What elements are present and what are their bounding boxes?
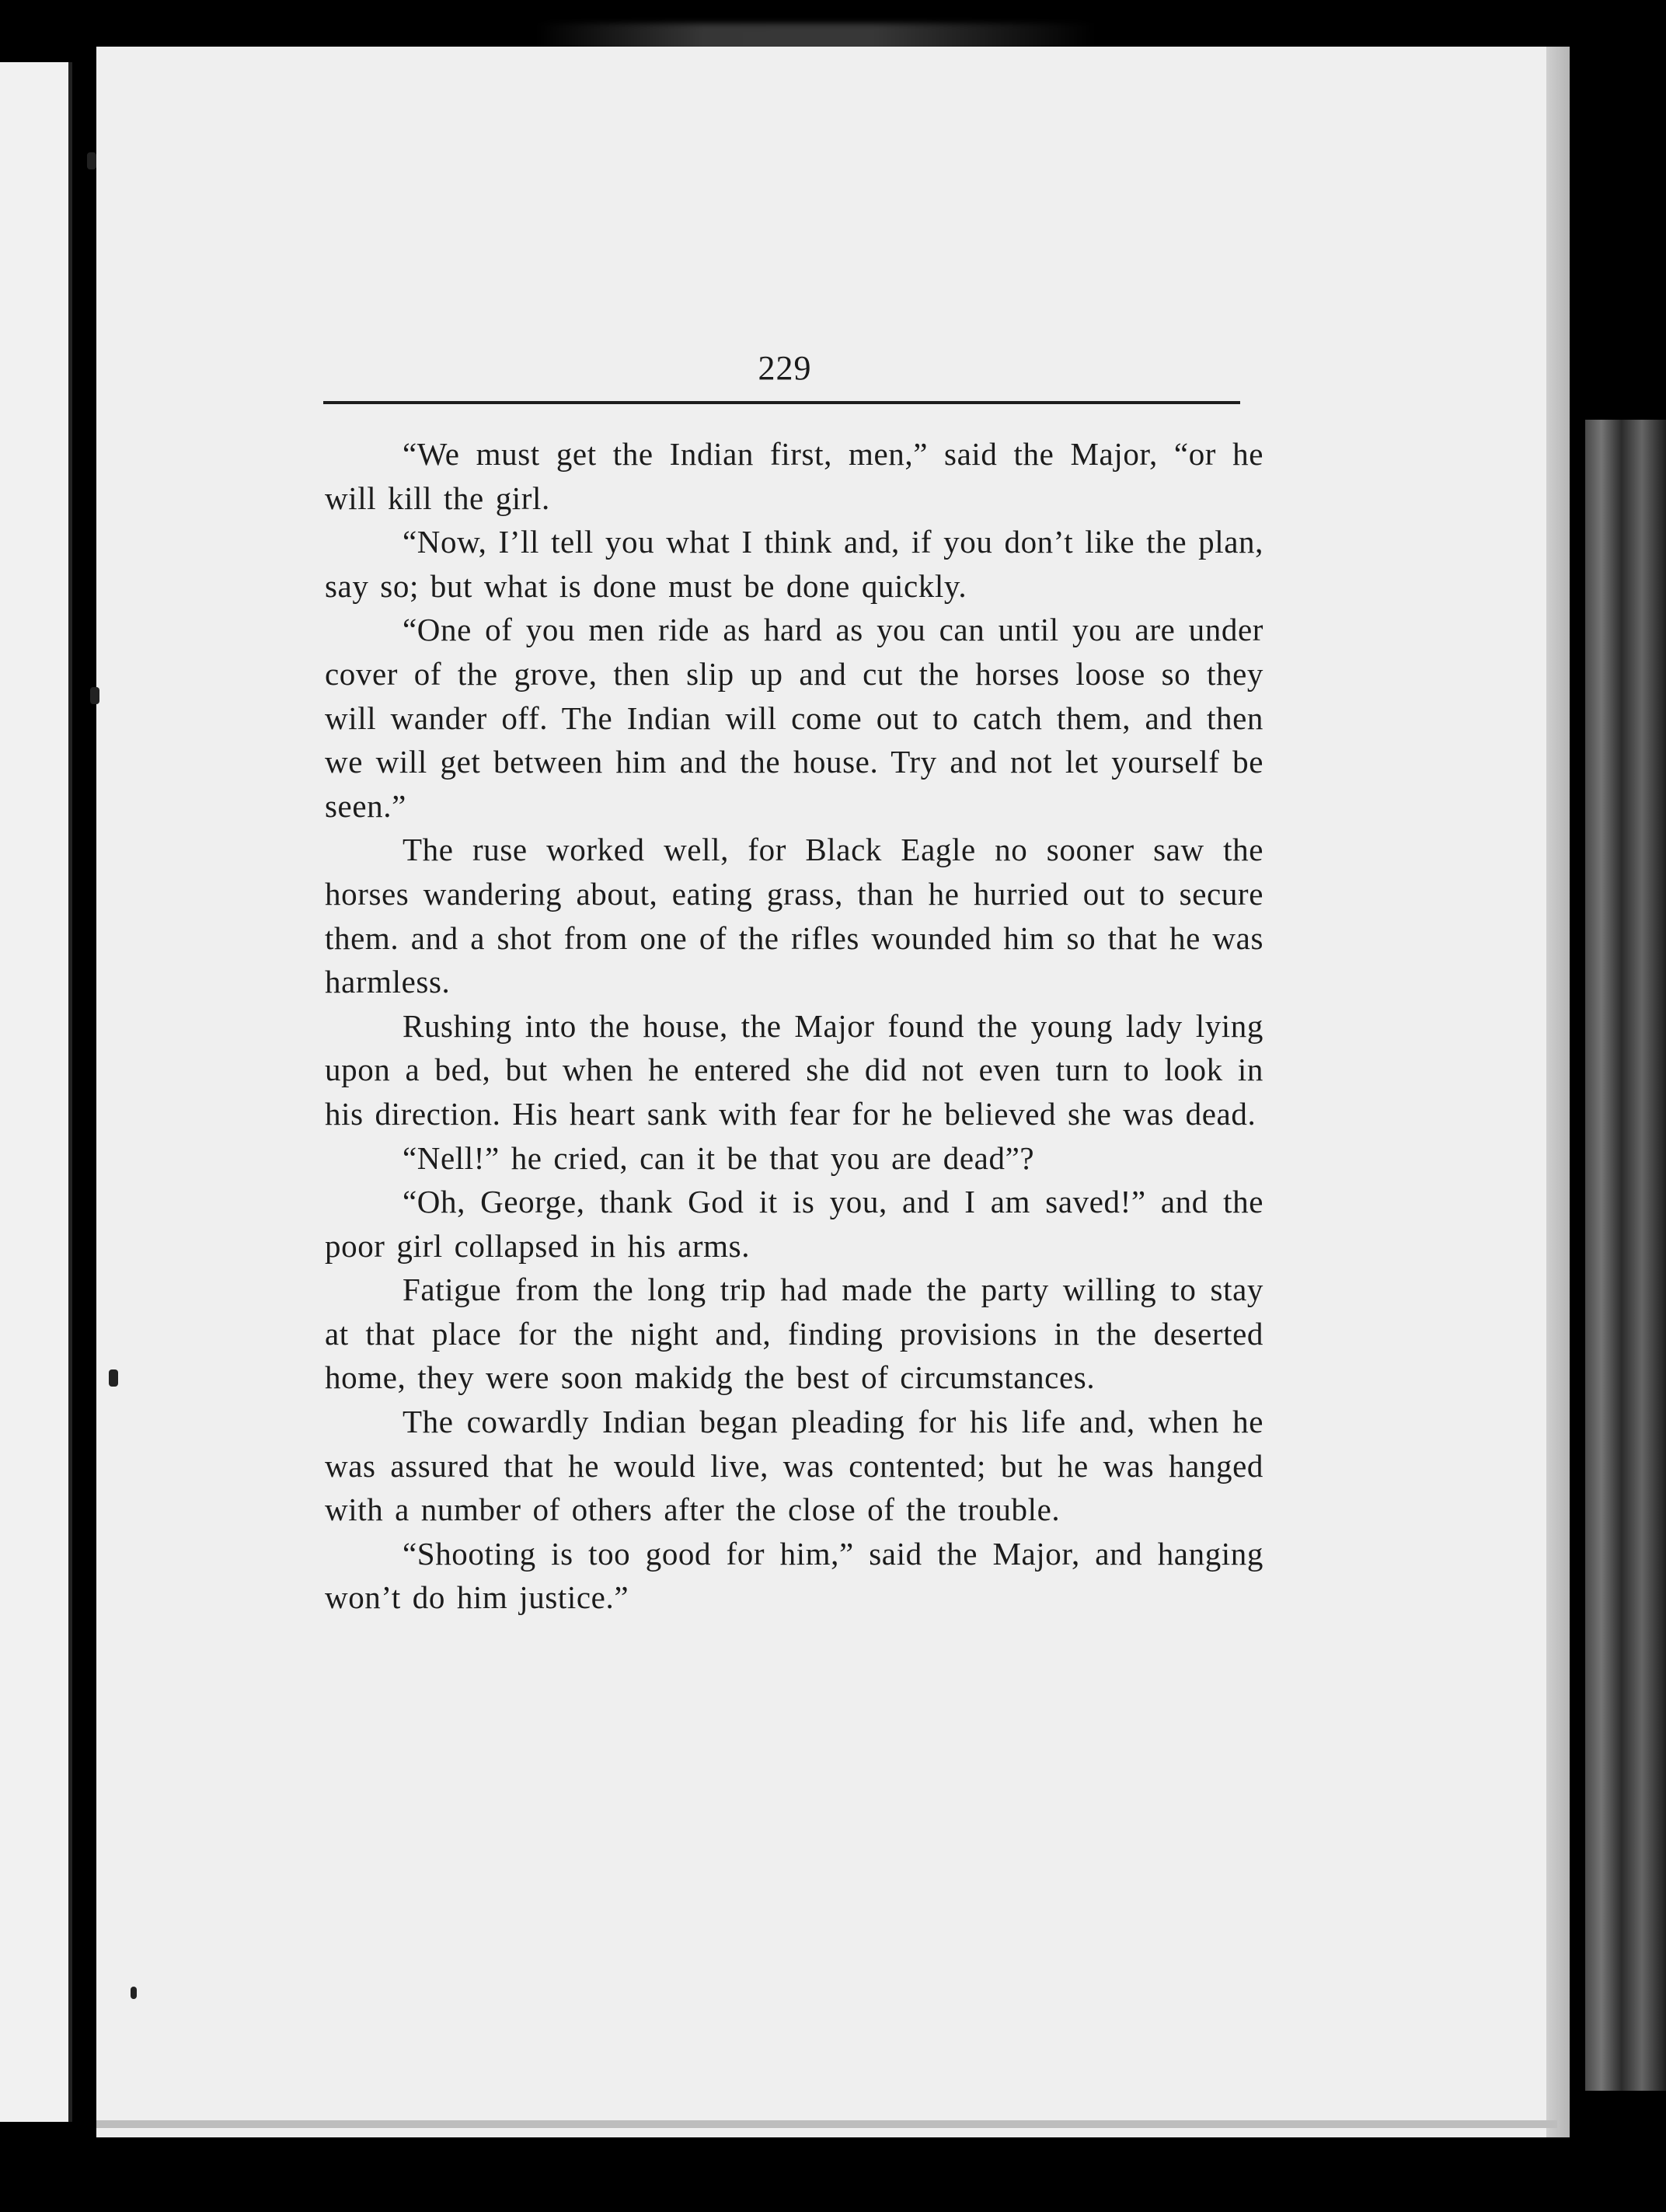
right-page-edges [1585, 420, 1666, 2091]
body-text [325, 432, 1263, 1620]
paragraph: “Oh, George, thank God it is you, and I am saved!” and the poor girl collapsed in his arms. [325, 1184, 1263, 1264]
page-bottom-edge [96, 2120, 1557, 2128]
margin-mark [90, 687, 99, 704]
paragraph: “Shooting is too good for him,” said the Major, and hanging won’t do him justice.” [325, 1535, 1263, 1616]
header-rule [323, 401, 1240, 404]
page-number: 229 [758, 349, 812, 387]
paragraph: “Now, I’ll tell you what I think and, if you don’t like the plan, say so; but what is done must be done quickly. [325, 524, 1263, 604]
paragraph: “One of you men ride as hard as you can until you are under cover of the grove, then slip up and cut the horses loose so they will wander off. The Indian will come out to catch them, and then we will get between him and the house. Try and not let yourself be seen.” [325, 612, 1263, 824]
paragraph: The cowardly Indian began pleading for his life and, when he was assured that he would live, was contented; but he was hanged with a number of others after the close of the trouble. [325, 1404, 1263, 1528]
paragraph: “We must get the Indian first, men,” said the Major, “or he will kill the girl. [325, 436, 1263, 516]
paragraph: “Nell!” he cried, can it be that you are dead”? [403, 1139, 1035, 1176]
margin-mark [109, 1369, 118, 1387]
margin-mark [87, 152, 96, 169]
paragraph: Fatigue from the long trip had made the party willing to stay at that place for the night and, finding provisions in the deserted home, they were soon makidg the best of circumstances. [325, 1272, 1263, 1396]
paragraph: The ruse worked well, for Black Eagle no sooner saw the horses wandering about, eating grass, than he hurried out to secure them. and a shot from one of the rifles wounded him so that he was harmless. [325, 832, 1263, 1000]
margin-mark [131, 1987, 137, 1999]
paragraph: Rushing into the house, the Major found the young lady lying upon a bed, but when he entered she did not even turn to look in his direction. His heart sank with fear for he believed she was dead. [325, 1007, 1263, 1132]
